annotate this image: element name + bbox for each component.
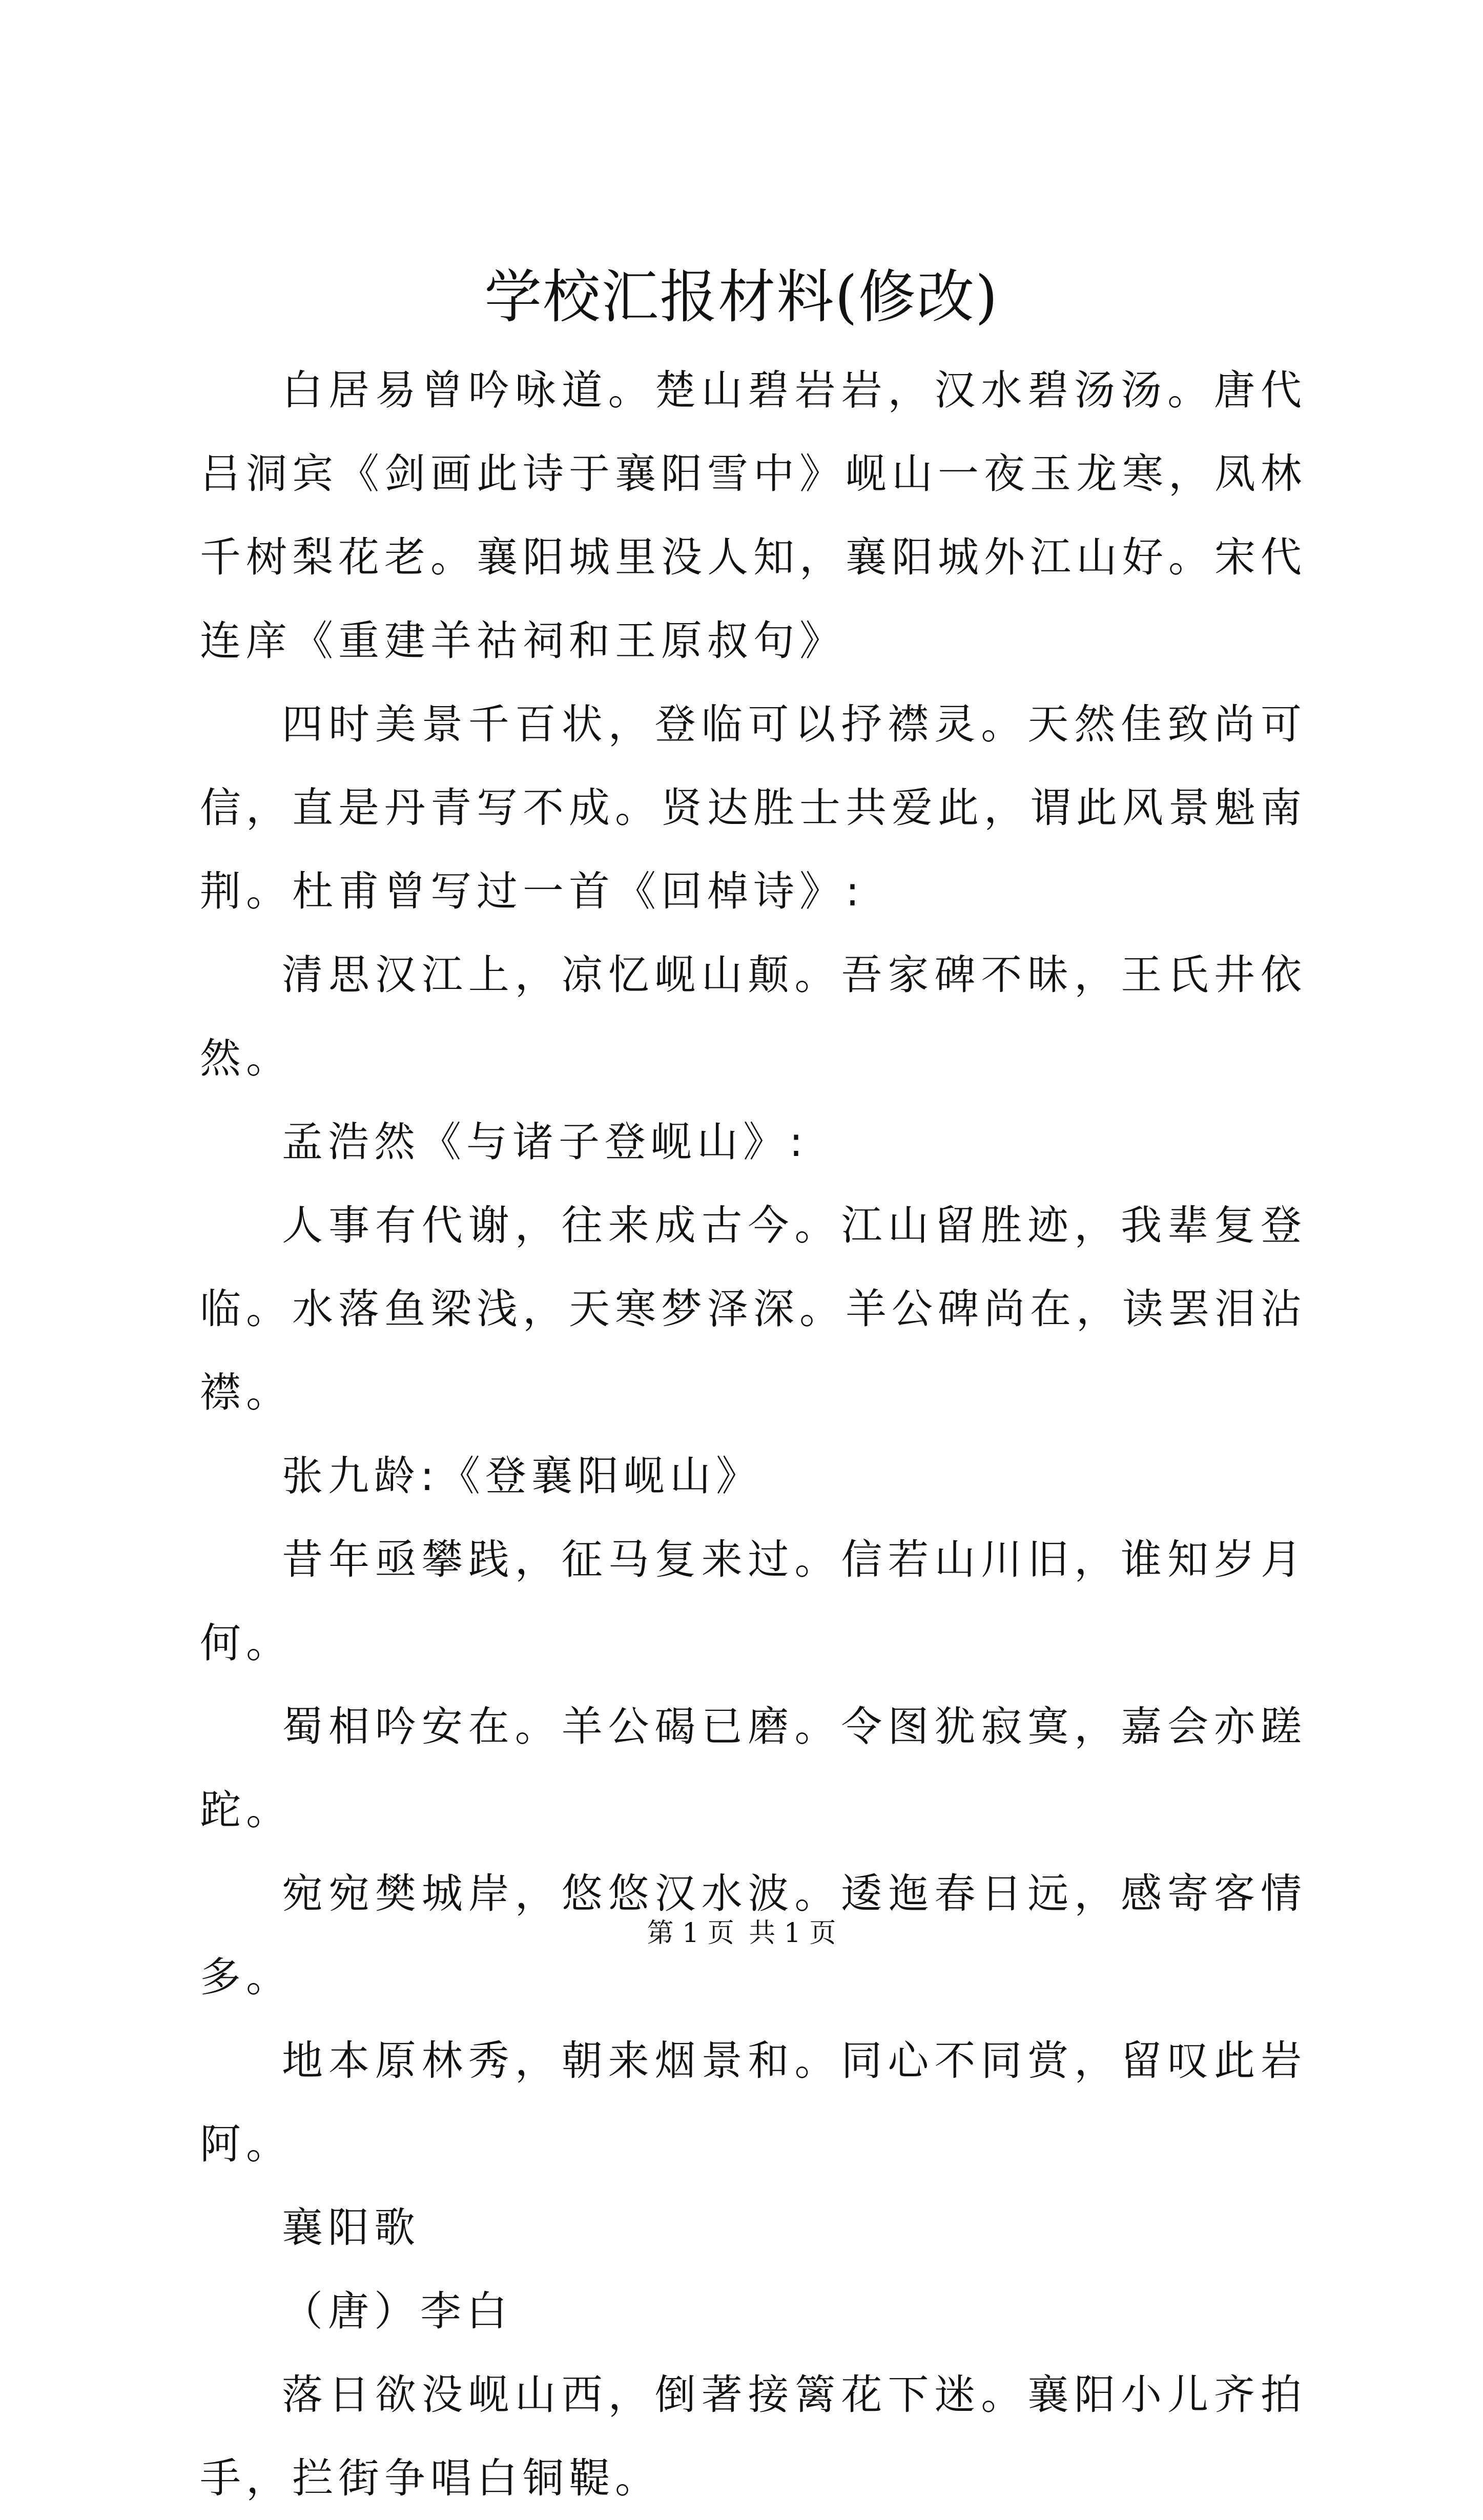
paragraph: 孟浩然《与诸子登岘山》:	[282, 1118, 808, 1166]
document-title: 学校汇报材料(修改)	[484, 264, 999, 331]
paragraph: 落日欲没岘山西，倒著接篱花下迷。襄阳小儿齐拍手，拦街争唱白铜鞮。	[200, 2371, 1307, 2502]
page-footer	[0, 1915, 1483, 1951]
paragraph: 清思汉江上，凉忆岘山颠。吾家碑不昧，王氏井依然。	[200, 951, 1307, 1082]
document-body	[200, 348, 1307, 2520]
page-number: 第 1 页	[647, 1918, 734, 1949]
paragraph: 白居易曾吟咏道。楚山碧岩岩，汉水碧汤汤。唐代吕洞宾《剑画此诗于襄阳雪中》岘山一夜玉龙寒，凤林千树梨花老。襄阳城里没人知，襄阳城外江山好。宋代连庠《重建羊祜祠和王原叔句》	[200, 366, 1307, 665]
paragraph: 张九龄:《登襄阳岘山》	[282, 1452, 762, 1500]
paragraph: （唐）李白	[282, 2287, 512, 2335]
paragraph: 襄阳歌	[282, 2204, 420, 2252]
paragraph: 人事有代谢，往来成古今。江山留胜迹，我辈复登临。水落鱼梁浅，天寒梦泽深。羊公碑尚在，读罢泪沾襟。	[200, 1202, 1307, 1416]
paragraph: 蜀相吟安在。羊公碣已磨。令图犹寂寞，嘉会亦蹉跎。	[200, 1703, 1307, 1834]
paragraph: 昔年亟攀践，征马复来过。信若山川旧，谁知岁月何。	[200, 1536, 1307, 1667]
paragraph: 地本原林秀，朝来烟景和。同心不同赏，留叹此岩阿。	[200, 2037, 1307, 2168]
paragraph: 宛宛樊城岸，悠悠汉水波。逶迤春日远，感寄客情多。	[200, 1870, 1307, 2001]
paragraph: 四时美景千百状，登临可以抒襟灵。天然佳致尚可信，直是丹青写不成。贤达胜士共爱此，谓此风景魁南荆。杜甫曾写过一首《回棹诗》:	[200, 700, 1307, 915]
page-total: 共 1 页	[749, 1918, 836, 1949]
